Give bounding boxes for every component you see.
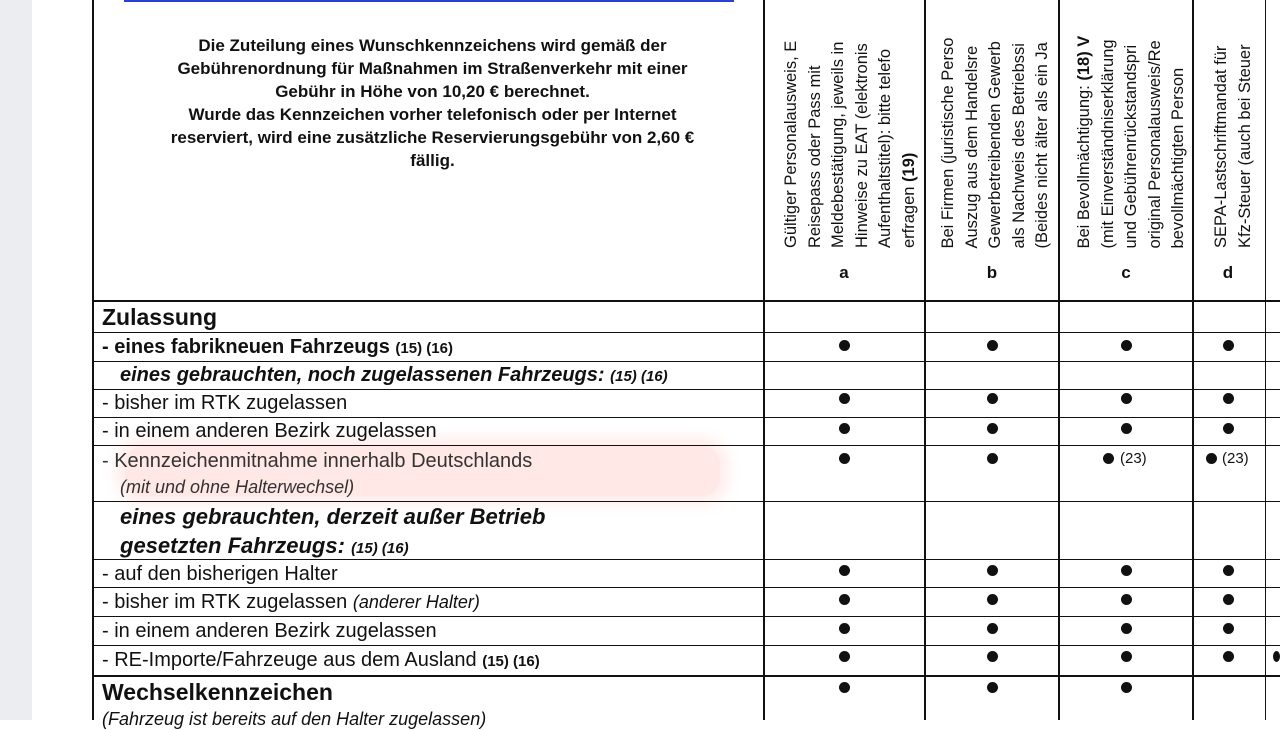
bullet-dot: [839, 423, 850, 434]
row-ausser-betrieb-2: gesetzten Fahrzeugs: (15) (16): [120, 533, 409, 558]
notice-line: Wurde das Kennzeichen vorher telefonisch oder per Internet: [188, 105, 677, 124]
grid-line: [1058, 0, 1060, 720]
footnote-ref: (23): [1120, 450, 1147, 467]
bullet-dot: [1103, 453, 1114, 464]
grid-line: [924, 0, 926, 720]
column-letter-a: a: [839, 263, 849, 282]
grid-line: [92, 675, 1280, 677]
column-letter-d: d: [1222, 263, 1234, 282]
bullet-dot: [1223, 651, 1234, 662]
bullet-dot: [1273, 651, 1280, 662]
notice-line: fällig.: [410, 151, 455, 170]
row-anderer-bezirk-2: - in einem anderen Bezirk zugelassen: [102, 620, 437, 642]
bullet-dot: [1121, 340, 1132, 351]
column-header-d: SEPA-Lastschriftmandat für Kfz-Steuer (auch bei Steuer: [1212, 44, 1254, 248]
bullet-dot: [839, 565, 850, 576]
bullet-dot: [839, 682, 850, 693]
column-header-c: Bei Bevollmächtigung: (18) V (mit Einverständniserklärung und Gebührenrückstandspri original Personalausweis/Re bevollmächtigten Person: [1075, 35, 1187, 248]
bullet-dot: [1121, 623, 1132, 634]
row-rtk-anderer-halter: - bisher im RTK zugelassen (anderer Halter): [102, 591, 480, 613]
bullet-dot: [1121, 565, 1132, 576]
column-header-b: Bei Firmen (juristische Perso Auszug aus dem Handelsre Gewerbetreibenden Gewerb als Nachweis des Betriebssi (Beides nicht älter als ein Ja: [939, 37, 1051, 248]
grid-line: [92, 445, 1280, 446]
grid-line: [92, 332, 1280, 333]
bullet-dot: [839, 453, 850, 464]
row-fabrikneu: - eines fabrikneuen Fahrzeugs (15) (16): [102, 336, 453, 358]
column-header-a: Gültiger Personalausweis, E Reisepass oder Pass mit Meldebestätigung, jeweils in Hinweise zu EAT (elektronis Aufenthaltstitel): bitte telefo erfragen (19): [782, 40, 918, 248]
bullet-dot: [839, 393, 850, 404]
hyperlink-underline[interactable]: [124, 0, 734, 2]
notice-line: Gebührenordnung für Maßnahmen im Straßenverkehr mit einer: [177, 59, 688, 78]
section-zulassung: Zulassung: [102, 304, 218, 330]
row-kennzeichenmitnahme: - Kennzeichenmitnahme innerhalb Deutschlands: [102, 450, 533, 472]
bullet-dot: [987, 393, 998, 404]
bullet-dot: [839, 594, 850, 605]
notice-line: reserviert, wird eine zusätzliche Reservierungsgebühr von 2,60 €: [170, 128, 695, 147]
bullet-dot: [987, 565, 998, 576]
bullet-dot: [1223, 423, 1234, 434]
bullet-dot: [987, 453, 998, 464]
bullet-dot: [1223, 393, 1234, 404]
footnote-ref: (23): [1222, 450, 1249, 467]
bullet-dot: [1121, 423, 1132, 434]
grid-line: [92, 300, 1280, 302]
bullet-dot: [1121, 393, 1132, 404]
grid-line: [92, 389, 1280, 390]
grid-line: [92, 0, 94, 720]
grid-line: [1192, 0, 1194, 720]
grid-line: [92, 616, 1280, 617]
grid-line: [92, 559, 1280, 560]
grid-line: [1265, 0, 1266, 720]
bullet-dot: [987, 594, 998, 605]
row-rtk: - bisher im RTK zugelassen: [102, 392, 348, 414]
bullet-dot: [987, 623, 998, 634]
grid-line: [92, 587, 1280, 588]
section-wechselkennzeichen: Wechselkennzeichen: [102, 679, 333, 705]
notice-line: Gebühr in Höhe von 10,20 € berechnet.: [275, 82, 590, 101]
bullet-dot: [1223, 594, 1234, 605]
row-anderer-bezirk: - in einem anderen Bezirk zugelassen: [102, 420, 437, 442]
row-gebraucht-zugelassen: eines gebrauchten, noch zugelassenen Fahrzeugs: (15) (16): [120, 364, 668, 386]
row-ausser-betrieb: eines gebrauchten, derzeit außer Betrieb: [120, 504, 546, 529]
sidebar-gutter: [0, 0, 33, 720]
bullet-dot: [839, 623, 850, 634]
row-bisheriger-halter: - auf den bisherigen Halter: [102, 563, 338, 585]
fee-notice: [110, 34, 755, 172]
bullet-dot: [839, 340, 850, 351]
row-kennzeichenmitnahme-sub: (mit und ohne Halterwechsel): [120, 477, 355, 497]
bullet-dot: [1223, 623, 1234, 634]
bullet-dot: [1121, 651, 1132, 662]
grid-line: [763, 0, 765, 720]
bullet-dot: [987, 423, 998, 434]
column-letter-c: c: [1121, 263, 1131, 282]
grid-line: [92, 361, 1280, 362]
grid-line: [92, 501, 1280, 502]
grid-line: [92, 645, 1280, 646]
bullet-dot: [1121, 682, 1132, 693]
bullet-dot: [987, 340, 998, 351]
bullet-dot: [1223, 565, 1234, 576]
bullet-dot: [987, 682, 998, 693]
column-letter-b: b: [986, 263, 998, 282]
bullet-dot: [1223, 340, 1234, 351]
notice-line: Die Zuteilung eines Wunschkennzeichens wird gemäß der: [198, 36, 667, 55]
bullet-dot: [987, 651, 998, 662]
bullet-dot: [1121, 594, 1132, 605]
wechsel-subtitle: (Fahrzeug ist bereits auf den Halter zugelassen): [102, 709, 487, 729]
grid-line: [92, 417, 1280, 418]
bullet-dot: [1206, 453, 1217, 464]
row-reimporte: - RE-Importe/Fahrzeuge aus dem Ausland (15) (16): [102, 649, 540, 671]
bullet-dot: [839, 651, 850, 662]
